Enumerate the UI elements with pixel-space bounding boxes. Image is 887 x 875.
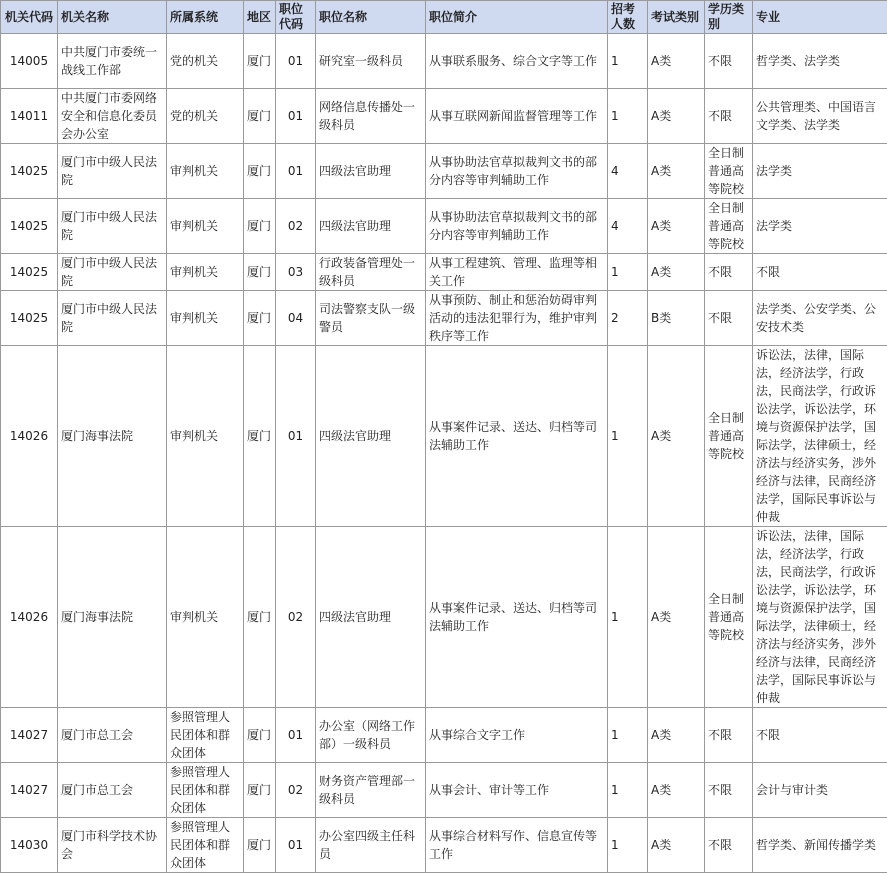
cell-post-code: 02 [276,199,316,254]
cell-post-code: 04 [276,291,316,346]
cell-education: 全日制普通高等院校 [705,199,753,254]
cell-region: 厦门 [244,89,276,144]
cell-post-desc: 从事联系服务、综合文字等工作 [426,34,608,89]
cell-major: 法学类、公安学类、公安技术类 [753,291,887,346]
cell-count: 1 [608,346,648,527]
cell-agency-name: 厦门市科学技术协会 [58,818,167,873]
table-row [1,763,887,818]
cell-agency-name: 厦门市中级人民法院 [58,199,167,254]
cell-post-name: 四级法官助理 [316,346,426,527]
cell-education: 全日制普通高等院校 [705,144,753,199]
cell-post-name: 四级法官助理 [316,144,426,199]
header-system: 所属系统 [167,1,244,34]
table-row [1,291,887,346]
cell-major: 会计与审计类 [753,763,887,818]
cell-count: 1 [608,527,648,708]
cell-count: 2 [608,291,648,346]
cell-region: 厦门 [244,818,276,873]
cell-agency-name: 厦门市中级人民法院 [58,254,167,291]
header-region: 地区 [244,1,276,34]
cell-region: 厦门 [244,708,276,763]
cell-system: 审判机关 [167,527,244,708]
cell-education: 不限 [705,89,753,144]
cell-count: 1 [608,89,648,144]
cell-count: 1 [608,34,648,89]
cell-system: 参照管理人民团体和群众团体 [167,708,244,763]
cell-system: 党的机关 [167,34,244,89]
cell-major: 不限 [753,708,887,763]
cell-major: 哲学类、新闻传播学类 [753,818,887,873]
header-major: 专业 [753,1,887,34]
cell-post-code: 01 [276,89,316,144]
cell-post-code: 03 [276,254,316,291]
cell-major: 诉讼法，法律，国际法，经济法学，行政法，民商法学，行政诉讼法学，诉讼法学，环境与资源保护法学，国际法学，法律硕士，经济法与经济实务，涉外经济与法律，民商经济法学，国际民事诉讼与仲裁 [753,527,887,708]
cell-post-desc: 从事互联网新闻监督管理等工作 [426,89,608,144]
cell-agency-name: 厦门海事法院 [58,346,167,527]
table-row [1,89,887,144]
cell-system: 审判机关 [167,254,244,291]
table-row [1,34,887,89]
cell-major: 诉讼法，法律，国际法，经济法学，行政法，民商法学，行政诉讼法学，诉讼法学，环境与资源保护法学，国际法学，法律硕士，经济法与经济实务，涉外经济与法律，民商经济法学，国际民事诉讼与仲裁 [753,346,887,527]
cell-agency-name: 厦门市中级人民法院 [58,291,167,346]
table-row [1,144,887,199]
header-exam-type: 考试类别 [648,1,705,34]
cell-post-code: 01 [276,34,316,89]
cell-exam-type: A类 [648,254,705,291]
cell-major: 法学类 [753,144,887,199]
header-education: 学历类别 [705,1,753,34]
cell-exam-type: A类 [648,34,705,89]
cell-post-desc: 从事会计、审计等工作 [426,763,608,818]
cell-region: 厦门 [244,763,276,818]
cell-exam-type: A类 [648,89,705,144]
cell-agency-name: 中共厦门市委网络安全和信息化委员会办公室 [58,89,167,144]
cell-exam-type: A类 [648,818,705,873]
cell-region: 厦门 [244,291,276,346]
cell-education: 不限 [705,34,753,89]
cell-agency-name: 厦门市总工会 [58,708,167,763]
cell-agency-name: 厦门市中级人民法院 [58,144,167,199]
cell-post-desc: 从事工程建筑、管理、监理等相关工作 [426,254,608,291]
header-count: 招考人数 [608,1,648,34]
cell-agency-name: 厦门市总工会 [58,763,167,818]
cell-count: 1 [608,254,648,291]
cell-region: 厦门 [244,527,276,708]
cell-post-code: 01 [276,346,316,527]
cell-region: 厦门 [244,34,276,89]
cell-count: 1 [608,708,648,763]
cell-post-code: 01 [276,818,316,873]
cell-post-code: 02 [276,527,316,708]
table-row [1,254,887,291]
header-agency-name: 机关名称 [58,1,167,34]
cell-post-desc: 从事案件记录、送达、归档等司法辅助工作 [426,527,608,708]
cell-post-name: 司法警察支队一级警员 [316,291,426,346]
cell-exam-type: A类 [648,708,705,763]
cell-education: 不限 [705,254,753,291]
cell-education: 不限 [705,763,753,818]
header-post-name: 职位名称 [316,1,426,34]
cell-exam-type: A类 [648,346,705,527]
header-post-code: 职位代码 [276,1,316,34]
header-post-desc: 职位简介 [426,1,608,34]
cell-system: 审判机关 [167,291,244,346]
cell-exam-type: B类 [648,291,705,346]
table-row [1,818,887,873]
cell-agency-code: 14025 [1,199,58,254]
cell-count: 4 [608,144,648,199]
cell-agency-code: 14026 [1,346,58,527]
cell-system: 审判机关 [167,199,244,254]
cell-post-name: 研究室一级科员 [316,34,426,89]
cell-post-name: 网络信息传播处一级科员 [316,89,426,144]
cell-post-name: 四级法官助理 [316,199,426,254]
table-row [1,346,887,527]
cell-agency-code: 14027 [1,708,58,763]
cell-education: 不限 [705,291,753,346]
header-row [1,1,887,34]
cell-agency-code: 14025 [1,254,58,291]
cell-post-desc: 从事预防、制止和惩治妨碍审判活动的违法犯罪行为，维护审判秩序等工作 [426,291,608,346]
cell-post-name: 行政装备管理处一级科员 [316,254,426,291]
cell-system: 党的机关 [167,89,244,144]
cell-count: 1 [608,818,648,873]
cell-region: 厦门 [244,199,276,254]
cell-region: 厦门 [244,254,276,291]
cell-post-name: 四级法官助理 [316,527,426,708]
cell-post-code: 01 [276,708,316,763]
cell-agency-name: 厦门海事法院 [58,527,167,708]
cell-major: 不限 [753,254,887,291]
cell-system: 参照管理人民团体和群众团体 [167,763,244,818]
cell-post-desc: 从事综合文字工作 [426,708,608,763]
cell-system: 审判机关 [167,346,244,527]
cell-post-name: 办公室（网络工作部）一级科员 [316,708,426,763]
cell-education: 不限 [705,818,753,873]
cell-system: 审判机关 [167,144,244,199]
header-agency-code: 机关代码 [1,1,58,34]
cell-agency-code: 14026 [1,527,58,708]
cell-post-desc: 从事协助法官草拟裁判文书的部分内容等审判辅助工作 [426,199,608,254]
cell-post-desc: 从事协助法官草拟裁判文书的部分内容等审判辅助工作 [426,144,608,199]
cell-system: 参照管理人民团体和群众团体 [167,818,244,873]
cell-post-name: 办公室四级主任科员 [316,818,426,873]
cell-agency-code: 14027 [1,763,58,818]
cell-agency-code: 14025 [1,144,58,199]
cell-agency-code: 14005 [1,34,58,89]
cell-region: 厦门 [244,144,276,199]
cell-count: 1 [608,763,648,818]
cell-exam-type: A类 [648,527,705,708]
cell-major: 哲学类、法学类 [753,34,887,89]
cell-major: 法学类 [753,199,887,254]
cell-post-desc: 从事综合材料写作、信息宣传等工作 [426,818,608,873]
cell-exam-type: A类 [648,144,705,199]
cell-education: 全日制普通高等院校 [705,346,753,527]
cell-exam-type: A类 [648,199,705,254]
cell-post-desc: 从事案件记录、送达、归档等司法辅助工作 [426,346,608,527]
table-row [1,527,887,708]
cell-post-code: 02 [276,763,316,818]
cell-agency-code: 14025 [1,291,58,346]
cell-region: 厦门 [244,346,276,527]
cell-education: 不限 [705,708,753,763]
cell-education: 全日制普通高等院校 [705,527,753,708]
cell-exam-type: A类 [648,763,705,818]
cell-agency-code: 14011 [1,89,58,144]
table-row [1,708,887,763]
cell-post-code: 01 [276,144,316,199]
table-row [1,199,887,254]
cell-major: 公共管理类、中国语言文学类、法学类 [753,89,887,144]
cell-agency-code: 14030 [1,818,58,873]
cell-agency-name: 中共厦门市委统一战线工作部 [58,34,167,89]
cell-post-name: 财务资产管理部一级科员 [316,763,426,818]
cell-count: 4 [608,199,648,254]
